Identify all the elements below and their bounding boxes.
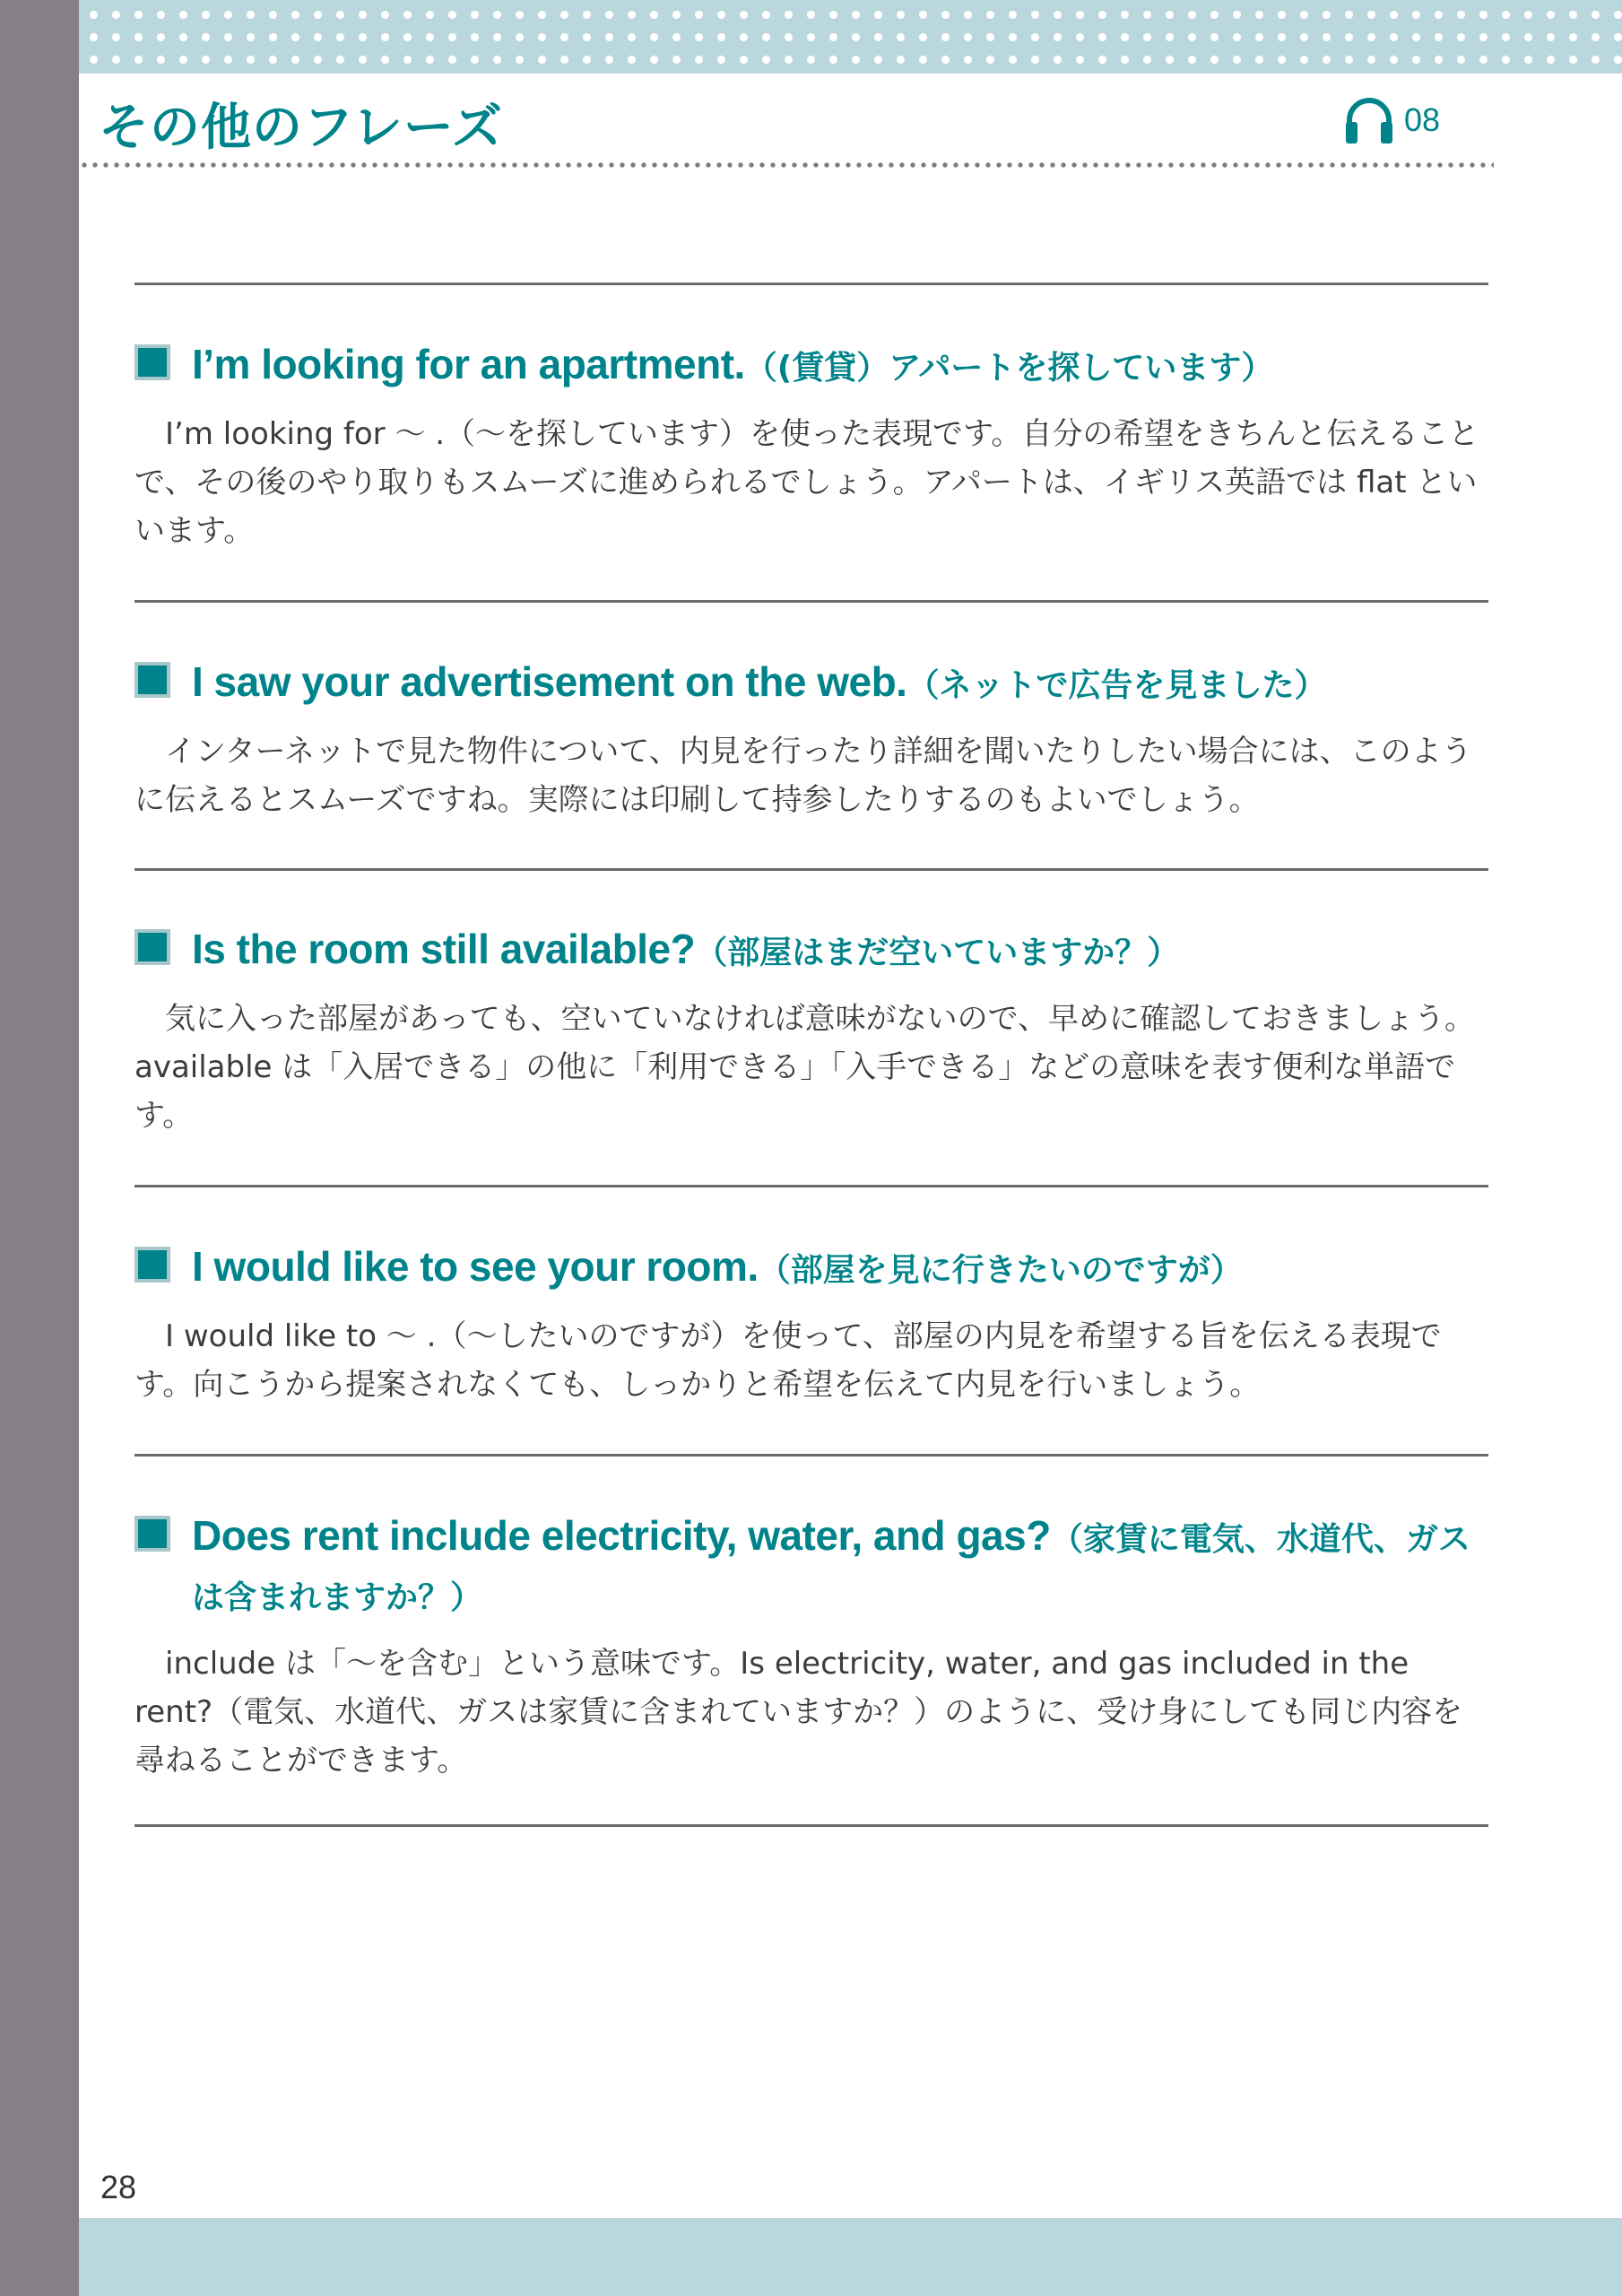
phrase-english: Does rent include electricity, water, and gas?: [192, 1512, 1051, 1559]
phrase-heading: [134, 1509, 1488, 1625]
phrase-english: I would like to see your room.: [192, 1243, 759, 1290]
section-divider: [134, 283, 1488, 285]
phrase-heading: [134, 337, 1488, 396]
top-dotted-band: [79, 0, 1622, 74]
phrase-heading: [134, 655, 1488, 713]
phrase-japanese: （家賃に電気、水道代、ガスは含まれますか？）: [192, 1521, 1470, 1616]
phrase-english: I’m looking for an apartment.: [192, 341, 745, 387]
square-marker-icon: [134, 662, 170, 698]
phrase-section: [134, 655, 1488, 824]
section-divider: [134, 1185, 1488, 1187]
section-divider: [134, 600, 1488, 603]
audio-track[interactable]: [1343, 95, 1440, 145]
track-number: 08: [1404, 101, 1441, 138]
phrase-explanation: 気に入った部屋があっても、空いていなければ意味がないので、早めに確認しておきましょう。available は「入居できる」の他に「利用できる」「入手できる」などの意味を表す便利な単語です。: [134, 1001, 1475, 1134]
phrase-japanese: （部屋はまだ空いていますか？）: [695, 935, 1180, 971]
square-marker-icon: [134, 1516, 170, 1552]
phrase-heading: [134, 1239, 1488, 1298]
phrase-japanese: （部屋を見に行きたいのですが）: [758, 1252, 1243, 1289]
section-divider: [134, 1454, 1488, 1457]
square-marker-icon: [134, 1247, 170, 1283]
phrase-explanation: インターネットで見た物件について、内見を行ったり詳細を聞いたりしたい場合には、このように伝えるとスムーズですね。実際には印刷して持参したりするのもよいでしょう。: [134, 734, 1472, 818]
phrase-section: [134, 1239, 1488, 1409]
phrase-section: [134, 922, 1488, 1140]
headphones-icon: [1343, 95, 1395, 145]
page-title: その他のフレーズ: [99, 99, 503, 157]
phrase-section: [134, 337, 1488, 555]
section-divider: [134, 868, 1488, 871]
square-marker-icon: [134, 929, 170, 965]
phrase-japanese: （ネットで広告を見ました）: [906, 667, 1327, 704]
page-number: 28: [100, 2169, 137, 2205]
phrase-english: Is the room still available?: [192, 926, 696, 972]
side-band: [0, 0, 79, 2296]
phrase-english: I saw your advertisement on the web.: [192, 658, 907, 705]
bottom-band: [79, 2218, 1622, 2296]
phrase-heading: [134, 922, 1488, 980]
phrase-section: [134, 1509, 1488, 1785]
header-dotted-divider: [79, 161, 1494, 169]
phrase-explanation: include は「～を含む」という意味です。Is electricity, water, and gas included in the rent?（電気、水道代、ガスは家賃に含まれていますか？）のように、受け身にしても同じ内容を尋ねることができます。: [134, 1646, 1463, 1779]
square-marker-icon: [134, 344, 170, 380]
phrase-japanese: （(賃貸）アパートを探しています）: [744, 350, 1274, 387]
phrase-explanation: I’m looking for ～ .（～を探しています）を使った表現です。自分の希望をきちんと伝えることで、その後のやり取りもスムーズに進められるでしょう。アパートは、イギリス英語では flat といいます。: [134, 416, 1479, 549]
phrase-explanation: I would like to ～ .（～したいのですが）を使って、部屋の内見を希望する旨を伝える表現です。向こうから提案されなくても、しっかりと希望を伝えて内見を行いましょう。: [134, 1318, 1442, 1403]
section-divider: [134, 1824, 1488, 1827]
